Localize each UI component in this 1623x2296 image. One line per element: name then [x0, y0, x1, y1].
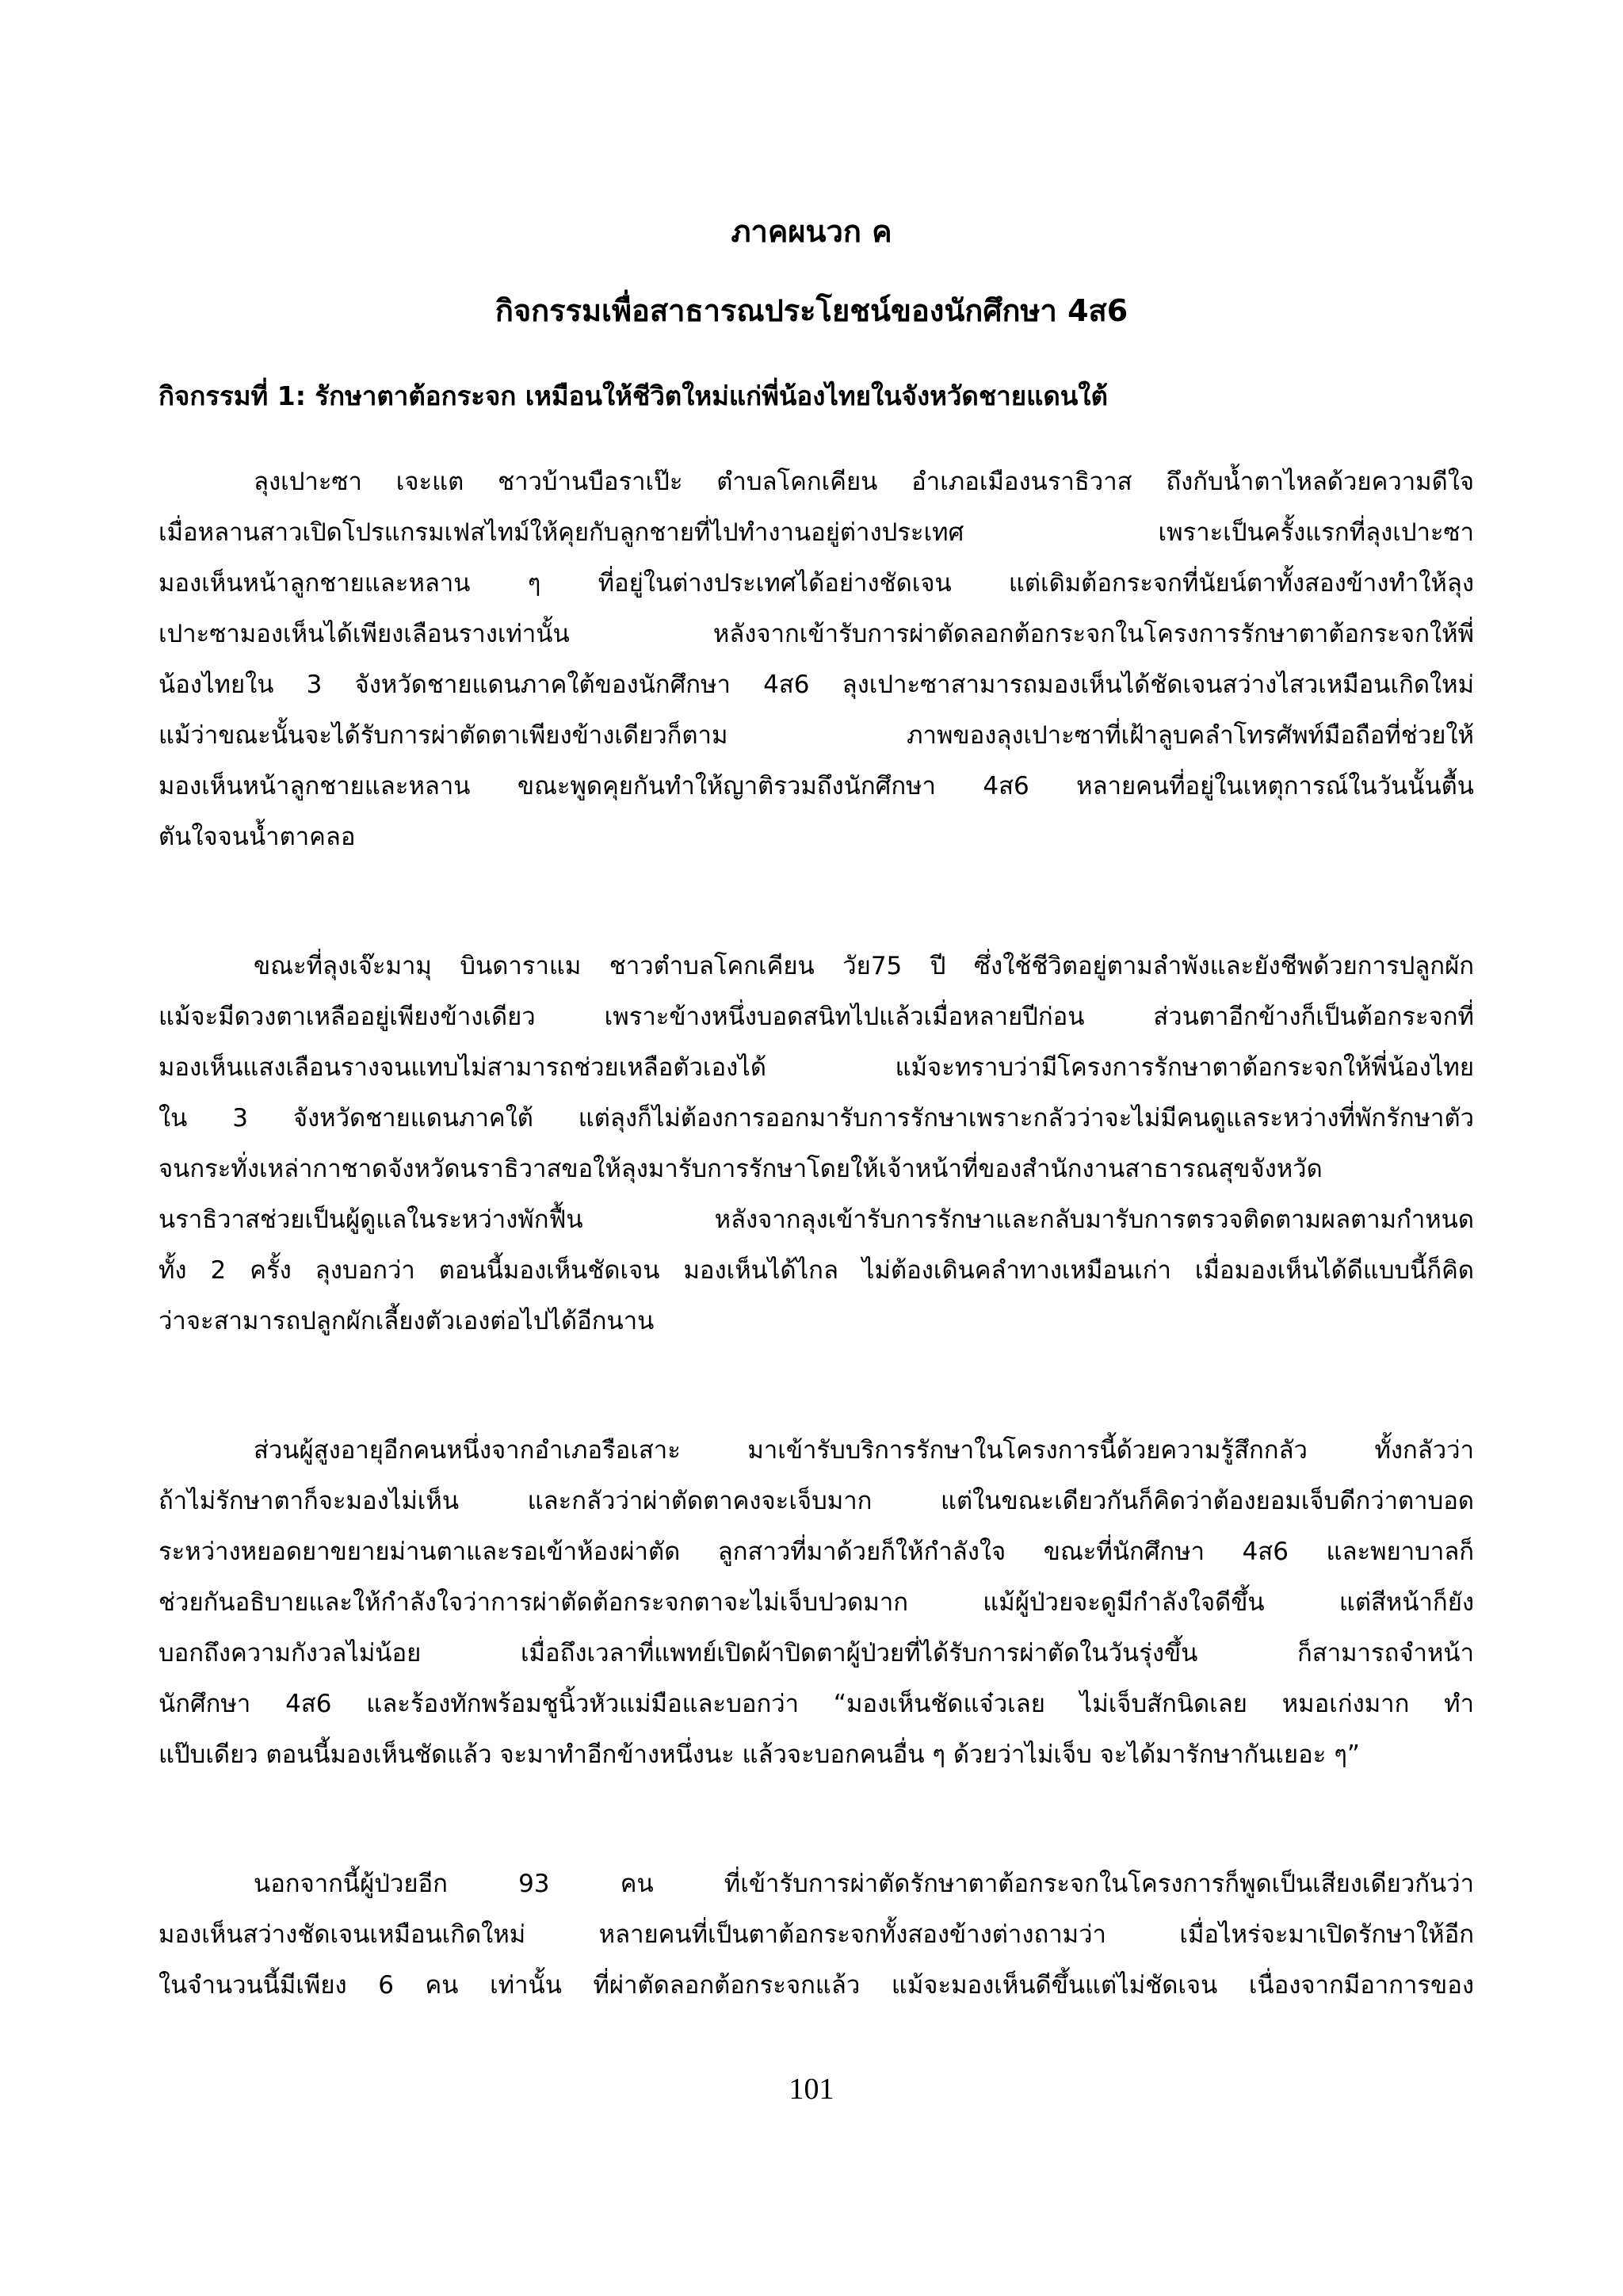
paragraph-line: ว่าจะสามารถปลูกผักเลี้ยงตัวเองต่อไปได้อีกนาน — [158, 1307, 655, 1335]
paragraph-line: มองเห็นหน้าลูกชายและหลาน ขณะพูดคุยกันทำให้ญาติรวมถึงนักศึกษา 4ส6 หลายคนที่อยู่ในเหตุการณ์ในวันนั้นตื้น — [158, 772, 1474, 800]
paragraph-1 — [158, 457, 1474, 862]
paragraph-line: จนกระทั่งเหล่ากาชาดจังหวัดนราธิวาสขอให้ลุงมารับการรักษาโดยให้เจ้าหน้าที่ของสำนักงานสาธารณสุขจังหวัด — [158, 1155, 1323, 1183]
page-number: 101 — [789, 2073, 834, 2106]
paragraph-line: แม้จะมีดวงตาเหลืออยู่เพียงข้างเดียว เพราะข้างหนึ่งบอดสนิทไปแล้วเมื่อหลายปีก่อน ส่วนตาอีกข้างก็เป็นต้อกระจกที่ — [158, 1003, 1474, 1031]
paragraph-line: ทั้ง 2 ครั้ง ลุงบอกว่า ตอนนี้มองเห็นชัดเจน มองเห็นได้ไกล ไม่ต้องเดินคลำทางเหมือนเก่า เมื่อมองเห็นได้ดีแบบนี้ก็คิด — [158, 1256, 1474, 1285]
paragraph-line: ช่วยกันอธิบายและให้กำลังใจว่าการผ่าตัดต้อกระจกตาจะไม่เจ็บปวดมาก แม้ผู้ป่วยจะดูมีกำลังใจดีขึ้น แต่สีหน้าก็ยัง — [158, 1588, 1474, 1617]
paragraph-line: ตันใจจนน้ำตาคลอ — [158, 823, 356, 851]
paragraph-line: ส่วนผู้สูงอายุอีกคนหนึ่งจากอำเภอรือเสาะ มาเข้ารับบริการรักษาในโครงการนี้ด้วยความรู้สึกกลัว ทั้งกลัวว่า — [254, 1436, 1474, 1465]
paragraph-line: น้องไทยใน 3 จังหวัดชายแดนภาคใต้ของนักศึกษา 4ส6 ลุงเปาะซาสามารถมองเห็นได้ชัดเจนสว่างไสวเหมือนเกิดใหม่ — [158, 670, 1474, 699]
paragraph-line: แม้ว่าขณะนั้นจะได้รับการผ่าตัดตาเพียงข้างเดียวก็ตาม ภาพของลุงเปาะซาที่เฝ้าลูบคลำโทรศัพท์มือถือที่ช่วยให้ — [158, 721, 1474, 750]
paragraph-4 — [158, 1859, 1474, 2011]
paragraph-line: มองเห็นสว่างชัดเจนเหมือนเกิดใหม่ หลายคนที่เป็นตาต้อกระจกทั้งสองข้างต่างถามว่า เมื่อไหร่จะมาเปิดรักษาให้อีก — [158, 1920, 1474, 1949]
paragraph-3 — [158, 1425, 1474, 1780]
paragraph-line: มองเห็นหน้าลูกชายและหลาน ๆ ที่อยู่ในต่างประเทศได้อย่างชัดเจน แต่เดิมต้อกระจกที่นัยน์ตาทั้งสองข้างทำให้ลุง — [158, 569, 1474, 598]
paragraph-line: แป๊บเดียว ตอนนี้มองเห็นชัดแล้ว จะมาทำอีกข้างหนึ่งนะ แล้วจะบอกคนอื่น ๆ ด้วยว่าไม่เจ็บ จะได้มารักษากันเยอะ ๆ” — [158, 1740, 1360, 1769]
paragraph-line: ในจำนวนนี้มีเพียง 6 คน เท่านั้น ที่ผ่าตัดลอกต้อกระจกแล้ว แม้จะมองเห็นดีขึ้นแต่ไม่ชัดเจน เนื่องจากมีอาการของ — [158, 1971, 1474, 2000]
paragraph-line: ขณะที่ลุงเจ๊ะมามุ บินดาราแม ชาวตำบลโคกเคียน วัย75 ปี ซึ่งใช้ชีวิตอยู่ตามลำพังและยังชีพด้วยการปลูกผัก — [254, 952, 1474, 980]
paragraph-line: นอกจากนี้ผู้ป่วยอีก 93 คน ที่เข้ารับการผ่าตัดรักษาตาต้อกระจกในโครงการก็พูดเป็นเสียงเดียวกันว่า — [254, 1870, 1474, 1898]
page-title: กิจกรรมเพื่อสาธารณประโยชน์ของนักศึกษา 4ส6 — [495, 293, 1128, 328]
paragraph-line: ระหว่างหยอดยาขยายม่านตาและรอเข้าห้องผ่าตัด ลูกสาวที่มาด้วยก็ให้กำลังใจ ขณะที่นักศึกษา 4ส6 และพยาบาลก็ — [158, 1538, 1474, 1566]
appendix-heading: ภาคผนวก ค — [731, 214, 892, 249]
paragraph-line: มองเห็นแสงเลือนรางจนแทบไม่สามารถช่วยเหลือตัวเองได้ แม้จะทราบว่ามีโครงการรักษาตาต้อกระจกให้พี่น้องไทย — [158, 1053, 1474, 1082]
paragraph-line: ถ้าไม่รักษาตาก็จะมองไม่เห็น และกลัวว่าผ่าตัดตาคงจะเจ็บมาก แต่ในขณะเดียวกันก็คิดว่าต้องยอมเจ็บดีกว่าตาบอด — [158, 1487, 1474, 1515]
activity-title: กิจกรรมที่ 1: รักษาตาต้อกระจก เหมือนให้ชีวิตใหม่แก่พี่น้องไทยในจังหวัดชายแดนใต้ — [158, 380, 1108, 411]
paragraph-line: นักศึกษา 4ส6 และร้องทักพร้อมชูนิ้วหัวแม่มือและบอกว่า “มองเห็นชัดแจ๋วเลย ไม่เจ็บสักนิดเลย หมอเก่งมาก ทำ — [158, 1690, 1474, 1718]
paragraph-line: ลุงเปาะซา เจะแต ชาวบ้านบือราเป๊ะ ตำบลโคกเคียน อำเภอเมืองนราธิวาส ถึงกับน้ำตาไหลด้วยความดีใจ — [254, 468, 1474, 496]
paragraph-line: เมื่อหลานสาวเปิดโปรแกรมเฟสไทม์ให้คุยกับลูกชายที่ไปทำงานอยู่ต่างประเทศ เพราะเป็นครั้งแรกที่ลุงเปาะซา — [158, 518, 1474, 547]
paragraph-line: บอกถึงความกังวลไม่น้อย เมื่อถึงเวลาที่แพทย์เปิดผ้าปิดตาผู้ป่วยที่ได้รับการผ่าตัดในวันรุ่งขึ้น ก็สามารถจำหน้า — [158, 1639, 1474, 1668]
paragraph-line: ใน 3 จังหวัดชายแดนภาคใต้ แต่ลุงก็ไม่ต้องการออกมารับการรักษาเพราะกลัวว่าจะไม่มีคนดูแลระหว่างที่พักรักษาตัว — [158, 1104, 1474, 1133]
paragraph-line: เปาะซามองเห็นได้เพียงเลือนรางเท่านั้น หลังจากเข้ารับการผ่าตัดลอกต้อกระจกในโครงการรักษาตาต้อกระจกให้พี่ — [158, 620, 1474, 648]
paragraph-line: นราธิวาสช่วยเป็นผู้ดูแลในระหว่างพักฟื้น หลังจากลุงเข้ารับการรักษาและกลับมารับการตรวจติดตามผลตามกำหนด — [158, 1205, 1474, 1234]
paragraph-2 — [158, 941, 1474, 1347]
